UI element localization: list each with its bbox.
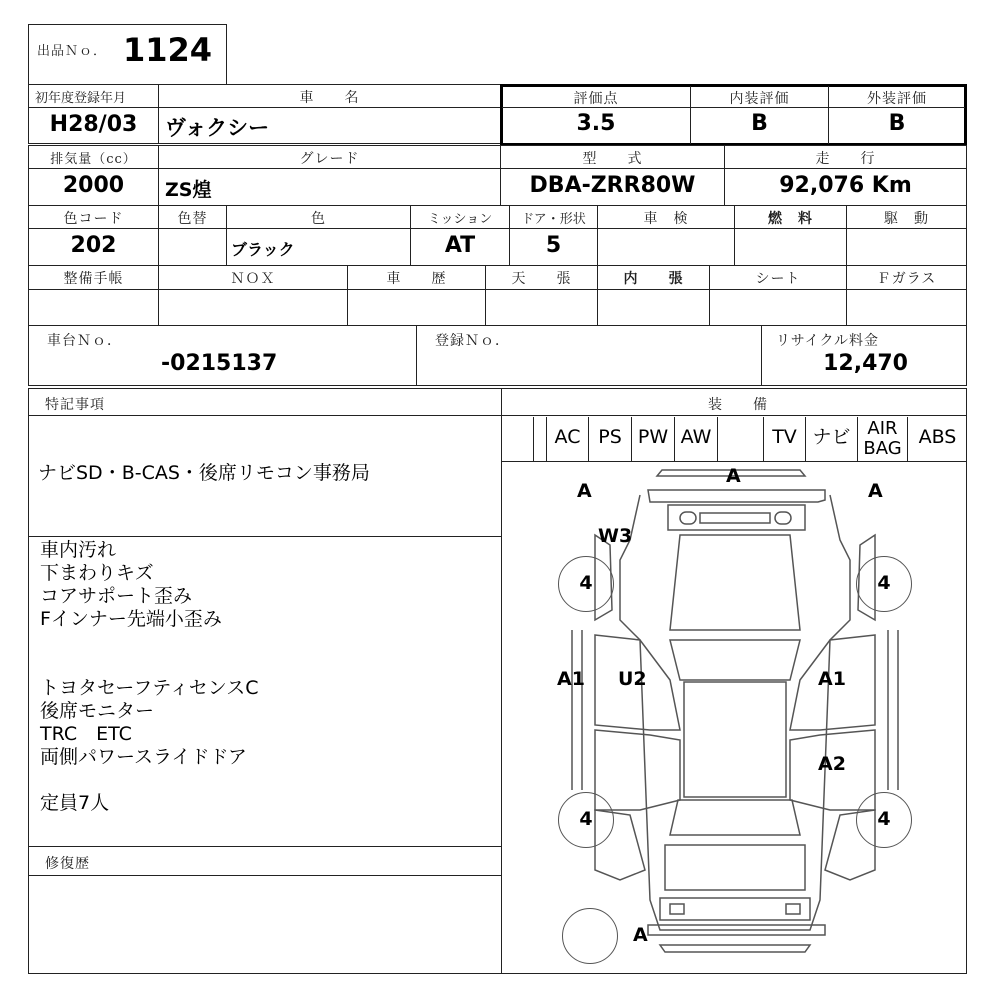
tire-rear-right bbox=[856, 792, 912, 848]
car-name-label: 車 名 bbox=[299, 90, 360, 106]
nox-cell bbox=[158, 289, 348, 326]
equipment-ps: PS bbox=[588, 417, 631, 462]
mileage-cell bbox=[724, 168, 967, 206]
fuel-label: 燃 料 bbox=[768, 211, 813, 227]
interior-grade: B bbox=[751, 111, 768, 136]
mileage: 92,076 Km bbox=[779, 173, 912, 198]
mission-label-cell bbox=[410, 205, 510, 229]
model-cell bbox=[500, 168, 725, 206]
inner-cell bbox=[597, 289, 710, 326]
memo-line: 下まわりキズ bbox=[40, 562, 154, 584]
chassis-cell bbox=[28, 325, 417, 386]
equipment-navi: ナビ bbox=[805, 417, 857, 462]
damage-right-front-door: A1 bbox=[818, 668, 846, 690]
ceiling-label-cell bbox=[485, 265, 598, 290]
inner-label-cell bbox=[597, 265, 710, 290]
equipment-tv: TV bbox=[763, 417, 805, 462]
color: ブラック bbox=[231, 240, 295, 259]
tire-tread: 4 bbox=[579, 808, 593, 830]
mission-label: ミッション bbox=[427, 212, 493, 227]
door-label: ドア・形状 bbox=[521, 212, 586, 227]
color-code: 202 bbox=[70, 233, 117, 258]
seat-label-cell bbox=[709, 265, 847, 290]
tire-tread: 4 bbox=[877, 572, 891, 594]
grade-label-cell bbox=[158, 145, 501, 169]
maintenance-label-cell bbox=[28, 265, 159, 290]
door-label-cell bbox=[509, 205, 598, 229]
nox-label-cell bbox=[158, 265, 348, 290]
recycle-fee: 12,470 bbox=[823, 351, 908, 376]
inspection-cell bbox=[597, 228, 735, 266]
notes-label: 特記事項 bbox=[45, 397, 105, 413]
car-name: ヴォクシー bbox=[165, 116, 270, 140]
mission: AT bbox=[444, 233, 476, 258]
drive-cell bbox=[846, 228, 967, 266]
mission-cell bbox=[410, 228, 510, 266]
chassis-number: -0215137 bbox=[161, 351, 278, 376]
equipment-abs: ABS bbox=[907, 417, 967, 462]
tire-front-left bbox=[558, 556, 614, 612]
recycle-cell bbox=[761, 325, 967, 386]
equipment-item-blank bbox=[717, 417, 763, 462]
damage-rear-bumper: A bbox=[633, 924, 648, 946]
ceiling-cell bbox=[485, 289, 598, 326]
equipment-label: 装 備 bbox=[708, 397, 768, 413]
mileage-label-cell bbox=[724, 145, 967, 169]
fglass-label: Ｆガラス bbox=[876, 271, 937, 287]
tire-tread: 4 bbox=[579, 572, 593, 594]
model-label: 型 式 bbox=[582, 151, 643, 167]
recycle-label: リサイクル料金 bbox=[776, 333, 880, 349]
model: DBA-ZRR80W bbox=[529, 173, 696, 198]
first-registration-label-cell bbox=[28, 84, 159, 108]
maintenance-cell bbox=[28, 289, 159, 326]
equipment-ac: AC bbox=[546, 417, 588, 462]
grade: ZS煌 bbox=[165, 179, 212, 201]
fuel-label-cell bbox=[734, 205, 847, 229]
inspection-label-cell bbox=[597, 205, 735, 229]
displacement-label-cell bbox=[28, 145, 159, 169]
ceiling-label: 天 張 bbox=[511, 271, 572, 287]
memo-line: TRC ETC bbox=[40, 723, 132, 745]
memo-line: 定員7人 bbox=[40, 792, 110, 814]
color-code-label-cell bbox=[28, 205, 159, 229]
memo-line: 車内汚れ bbox=[40, 539, 117, 561]
displacement-label: 排気量（cc） bbox=[50, 152, 137, 167]
drive-label: 駆 動 bbox=[884, 211, 929, 227]
lot-number: 1124 bbox=[123, 31, 213, 69]
repaint-cell bbox=[158, 228, 227, 266]
car-name-cell bbox=[158, 107, 501, 144]
fglass-cell bbox=[846, 289, 967, 326]
damage-left-front-door: A1 bbox=[557, 668, 585, 690]
car-diagram bbox=[502, 462, 966, 973]
history-label: 車 歴 bbox=[386, 271, 447, 287]
displacement-cell bbox=[28, 168, 159, 206]
equipment-item-blank bbox=[533, 417, 547, 462]
first-registration-cell bbox=[28, 107, 159, 144]
damage-windshield: W3 bbox=[598, 525, 633, 547]
memo-line: Fインナー先端小歪み bbox=[40, 608, 222, 630]
displacement: 2000 bbox=[62, 173, 125, 198]
door-cell bbox=[509, 228, 598, 266]
seat-label: シート bbox=[755, 271, 801, 287]
registration-cell bbox=[416, 325, 762, 386]
color-label-cell bbox=[226, 205, 411, 229]
memo-line: コアサポート歪み bbox=[40, 585, 193, 607]
first-registration-label: 初年度登録年月 bbox=[35, 91, 127, 106]
grade-label: グレード bbox=[299, 151, 360, 167]
memo-line: 両側パワースライドドア bbox=[40, 746, 247, 768]
registration-label: 登録Ｎｏ． bbox=[435, 333, 510, 349]
score: 3.5 bbox=[576, 111, 616, 136]
fglass-label-cell bbox=[846, 265, 967, 290]
tire-tread: 4 bbox=[877, 808, 891, 830]
repaint-label-cell bbox=[158, 205, 227, 229]
equipment-aw: AW bbox=[674, 417, 717, 462]
model-label-cell bbox=[500, 145, 725, 169]
nox-label: ＮＯＸ bbox=[230, 271, 276, 287]
exterior-label: 外装評価 bbox=[867, 91, 927, 107]
drive-label-cell bbox=[846, 205, 967, 229]
color-cell bbox=[226, 228, 411, 266]
lot-number-box bbox=[28, 24, 227, 85]
score-label: 評価点 bbox=[573, 91, 619, 107]
inner-label: 内 張 bbox=[623, 271, 684, 287]
equipment-airbag: AIR BAG bbox=[857, 417, 907, 462]
chassis-label: 車台Ｎｏ． bbox=[47, 333, 122, 349]
notes-memo bbox=[40, 539, 258, 815]
color-code-label: 色コード bbox=[63, 211, 124, 227]
fuel-cell bbox=[734, 228, 847, 266]
car-name-label-cell bbox=[158, 84, 501, 108]
equipment-pw: PW bbox=[631, 417, 674, 462]
damage-right-rear-door: A2 bbox=[818, 753, 846, 775]
first-registration: H28/03 bbox=[49, 112, 138, 137]
notes-line1: ナビSD・B-CAS・後席リモコン事務局 bbox=[38, 462, 370, 484]
history-label-cell bbox=[347, 265, 486, 290]
memo-line bbox=[40, 769, 258, 792]
lot-number-label: 出品Ｎｏ． bbox=[37, 44, 108, 59]
damage-front-right: A bbox=[868, 480, 883, 502]
door: 5 bbox=[545, 233, 562, 258]
memo-line: 後席モニター bbox=[40, 700, 155, 722]
color-label: 色 bbox=[311, 211, 326, 227]
maintenance-label: 整備手帳 bbox=[63, 271, 124, 287]
memo-line bbox=[40, 654, 258, 677]
memo-line: トヨタセーフティセンスC bbox=[40, 677, 259, 699]
color-code-cell bbox=[28, 228, 159, 266]
inspection-label: 車 検 bbox=[643, 211, 689, 227]
spare-tire-icon bbox=[562, 908, 618, 964]
grade-cell bbox=[158, 168, 501, 206]
tire-rear-left bbox=[558, 792, 614, 848]
damage-front-bumper: A bbox=[726, 465, 741, 487]
exterior-grade: B bbox=[888, 111, 906, 136]
repair-history-label: 修復歴 bbox=[45, 856, 90, 872]
history-cell bbox=[347, 289, 486, 326]
mileage-label: 走 行 bbox=[815, 151, 876, 167]
damage-front-left: A bbox=[577, 480, 592, 502]
repaint-label: 色替 bbox=[177, 211, 208, 227]
interior-label: 内装評価 bbox=[729, 91, 790, 107]
damage-left-pillar: U2 bbox=[618, 668, 647, 690]
memo-line bbox=[40, 631, 258, 654]
tire-front-right bbox=[856, 556, 912, 612]
seat-cell bbox=[709, 289, 847, 326]
